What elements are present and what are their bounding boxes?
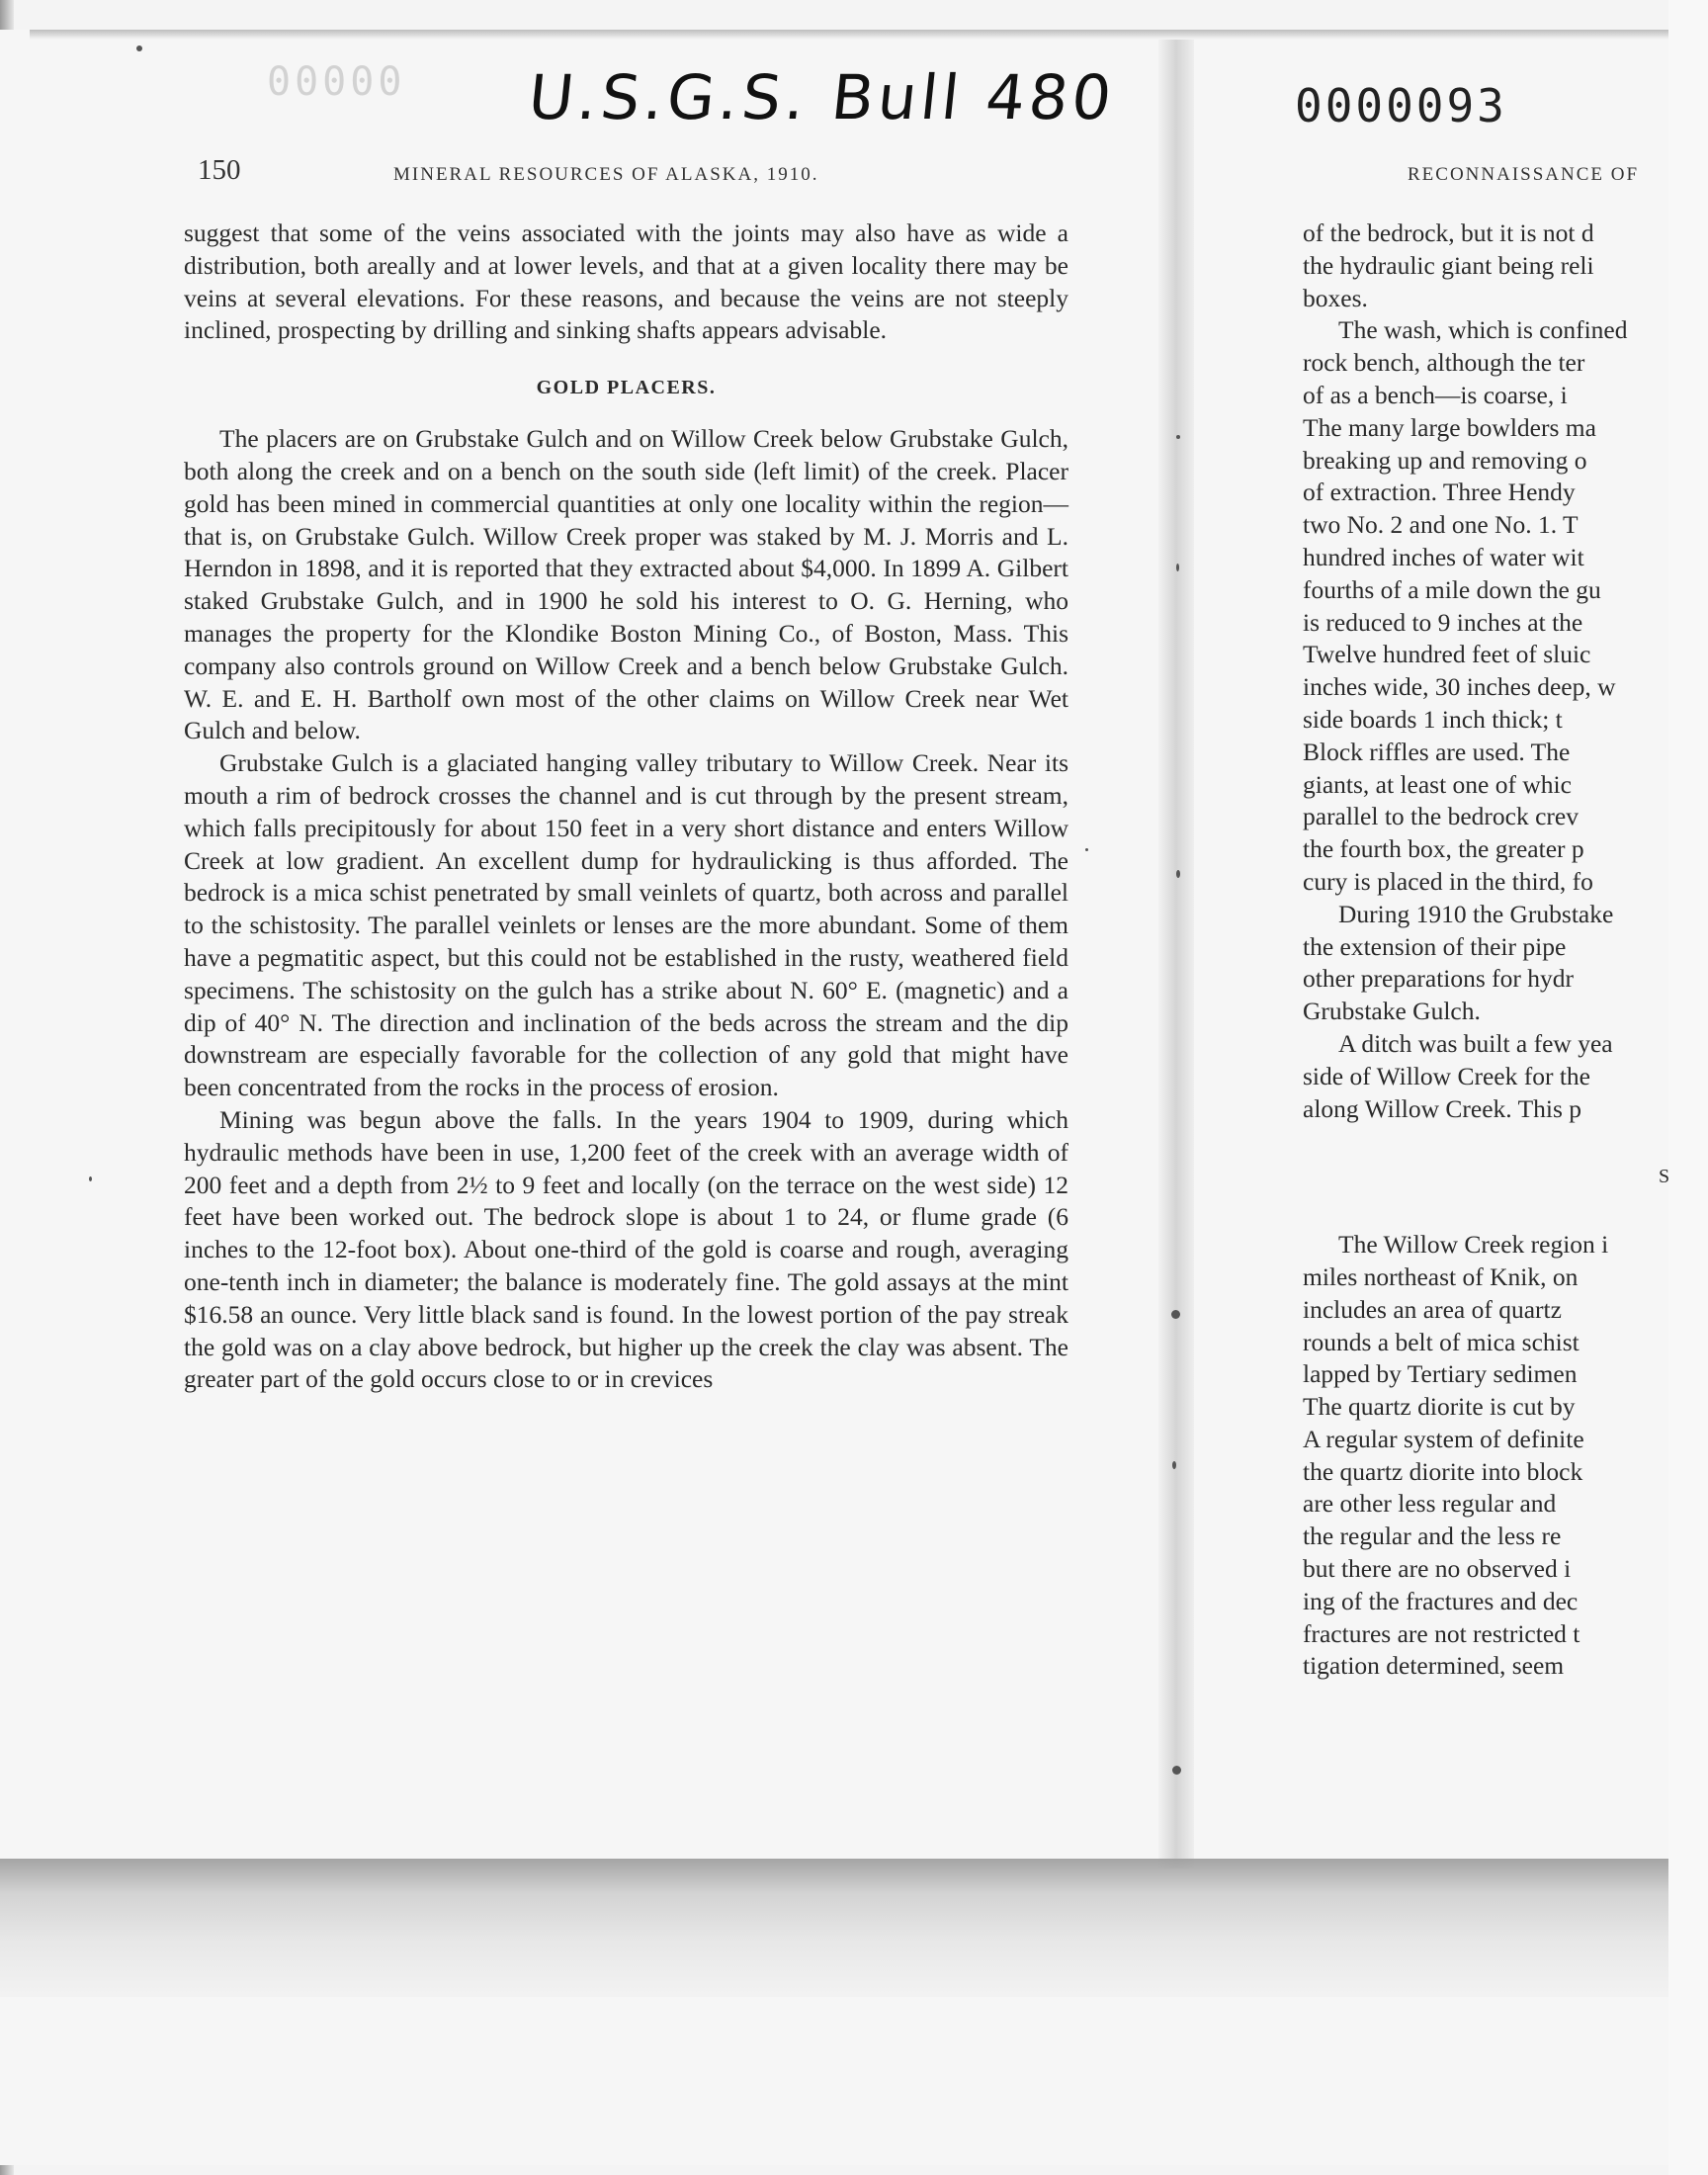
scan-speck	[1172, 1461, 1176, 1469]
scan-speck	[1085, 848, 1088, 851]
right-block-a	[1303, 218, 1673, 314]
paragraph-2: Grubstake Gulch is a glaciated hanging valley tributary to Willow Creek. Near its mouth a rim of bedrock crosses the channel and is cut through by the present stream, which falls precipitously for about 150 feet in a very short distance and enters Willow Creek at low gradient. An excellent dump for hydraulicking is thus afforded. The bedrock is a mica schist penetrated by small veinlets of quartz, both across and parallel to the schistosity. The parallel veinlets or lenses are the more abundant. Some of them have a pegmatitic aspect, but this could not be established in the rusty, weathered field specimens. The schistosity on the gulch has a strike about N. 60° E. (magnetic) and a dip of 40° N. The direction and inclination of the beds across the stream and the dip downstream are especially favorable for the collection of any gold that might have been concentrated from the rocks in the process of erosion.	[184, 748, 1068, 1102]
scan-speck	[1176, 870, 1180, 878]
book-gutter	[1158, 40, 1194, 1869]
text-line: fractures are not restricted t	[1303, 1618, 1580, 1648]
scan-speck	[1171, 1310, 1180, 1319]
right-paragraph-d-first: A ditch was built a few yea	[1338, 1028, 1613, 1058]
text-line: cury is placed in the third, fo	[1303, 866, 1593, 896]
bottom-scan-shadow	[0, 1859, 1675, 1997]
text-line: fourths of a mile down the gu	[1303, 574, 1601, 604]
text-line: giants, at least one of whic	[1303, 769, 1572, 799]
scan-speck	[136, 45, 142, 51]
right-block-c	[1303, 931, 1673, 1028]
text-line: of the bedrock, but it is not d	[1303, 218, 1594, 247]
text-line: the fourth box, the greater p	[1303, 834, 1584, 864]
text-line: lapped by Tertiary sedimen	[1303, 1359, 1578, 1389]
scan-speck	[1176, 435, 1180, 439]
text-line: the regular and the less re	[1303, 1522, 1562, 1551]
text-line: the hydraulic giant being reli	[1303, 250, 1594, 280]
text-line: breaking up and removing o	[1303, 445, 1587, 475]
text-line: inches wide, 30 inches deep, w	[1303, 672, 1616, 702]
paragraph-intro: suggest that some of the veins associated with the joints may also have as wide a distribution, both areally and at lower levels, and that at a given locality there may be veins at several elevations. For these reasons, and because the veins are not steeply inclined, prospecting by drilling and sinking shafts appears advisable.	[184, 218, 1068, 345]
text-line: side of Willow Creek for the	[1303, 1061, 1590, 1090]
text-line: two No. 2 and one No. 1. T	[1303, 510, 1579, 540]
scan-speck	[89, 1176, 92, 1181]
left-running-head: MINERAL RESOURCES OF ALASKA, 1910.	[393, 164, 819, 185]
text-line: other preparations for hydr	[1303, 964, 1575, 994]
left-page-body	[184, 218, 1068, 1396]
scan-speck	[1172, 1766, 1181, 1775]
text-line: rounds a belt of mica schist	[1303, 1327, 1580, 1356]
section-heading: GOLD PLACERS.	[536, 377, 717, 399]
page-number: 150	[198, 154, 241, 186]
text-line: Grubstake Gulch.	[1303, 997, 1481, 1026]
text-line: The many large bowlders ma	[1303, 412, 1596, 442]
text-line: hundred inches of water wit	[1303, 542, 1584, 571]
text-line: but there are no observed i	[1303, 1554, 1572, 1584]
text-line: ing of the fractures and dec	[1303, 1586, 1579, 1615]
text-line: is reduced to 9 inches at the	[1303, 607, 1583, 637]
right-heading-fragment: S	[1659, 1166, 1671, 1188]
right-paragraph-e-first: The Willow Creek region i	[1338, 1230, 1609, 1260]
text-line: the quartz diorite into block	[1303, 1456, 1583, 1486]
text-line: along Willow Creek. This p	[1303, 1093, 1582, 1123]
right-spacer	[1303, 1125, 1673, 1161]
text-line: side boards 1 inch thick; t	[1303, 704, 1563, 734]
text-line: Block riffles are used. The	[1303, 737, 1571, 766]
text-line: parallel to the bedrock crev	[1303, 802, 1579, 831]
right-running-head: RECONNAISSANCE OF	[1408, 164, 1640, 185]
right-margin	[1668, 0, 1708, 2175]
faint-stamp-number: 00000	[267, 59, 406, 105]
right-page-body	[1303, 218, 1673, 1730]
right-paragraph-b-first: The wash, which is confined	[1338, 315, 1628, 345]
text-line: the extension of their pipe	[1303, 931, 1567, 961]
right-block-d	[1303, 1061, 1673, 1126]
paragraph-1: The placers are on Grubstake Gulch and on Willow Creek below Grubstake Gulch, both along the creek and on a bench on the south side (left limit) of the creek. Placer gold has been mined in commercial quantities at only one locality within the region—that is, on Grubstake Gulch. Willow Creek proper was staked by M. J. Morris and L. Herndon in 1898, and it is reported that they extracted about $4,000. In 1899 A. Gilbert staked Grubstake Gulch, and in 1900 he sold his interest to O. G. Herning, who manages the property for the Klondike Boston Mining Co., of Boston, Mass. This company also controls ground on Willow Creek and a bench below Grubstake Gulch. W. E. and E. H. Bartholf own most of the other claims on Willow Creek near Wet Gulch and below.	[184, 424, 1068, 745]
text-line: miles northeast of Knik, on	[1303, 1262, 1579, 1291]
text-line: of as a bench—is coarse, i	[1303, 380, 1568, 409]
text-line: A regular system of definite	[1303, 1424, 1584, 1453]
stamp-number: 0000093	[1295, 79, 1507, 132]
text-line: are other less regular and	[1303, 1489, 1557, 1519]
text-line: tigation determined, seem	[1303, 1651, 1565, 1681]
right-paragraph-c-first: During 1910 the Grubstake	[1338, 899, 1614, 928]
text-line: boxes.	[1303, 283, 1368, 312]
top-edge-shadow	[30, 30, 1670, 40]
paragraph-3: Mining was begun above the falls. In the years 1904 to 1909, during which hydraulic methods have been in use, 1,200 feet of the creek with an average width of 200 feet and a depth from 2½ to 9 feet and locally (on the terrace on the west side) 12 feet have been worked out. The bedrock slope is about 1 to 24, or flume grade (6 inches to the 12-foot box). About one-third of the gold is coarse and rough, averaging one-tenth inch in diameter; the balance is moderately fine. The gold assays at the mint $16.58 an ounce. Very little black sand is found. In the lowest portion of the pay streak the gold was on a clay above bedrock, but higher up the creek the clay was absent. The greater part of the gold occurs close to or in crevices	[184, 1104, 1068, 1394]
text-line: rock bench, although the ter	[1303, 348, 1585, 378]
right-spacer-2	[1303, 1193, 1673, 1229]
right-block-e	[1303, 1262, 1673, 1683]
text-line: includes an area of quartz	[1303, 1294, 1562, 1324]
text-line: Twelve hundred feet of sluic	[1303, 640, 1591, 669]
scan-speck	[1176, 564, 1179, 571]
right-block-b	[1303, 347, 1673, 899]
text-line: The quartz diorite is cut by	[1303, 1392, 1576, 1422]
text-line: of extraction. Three Hendy	[1303, 478, 1576, 507]
handwritten-label: U.S.G.S. Bull 480	[525, 61, 1119, 133]
